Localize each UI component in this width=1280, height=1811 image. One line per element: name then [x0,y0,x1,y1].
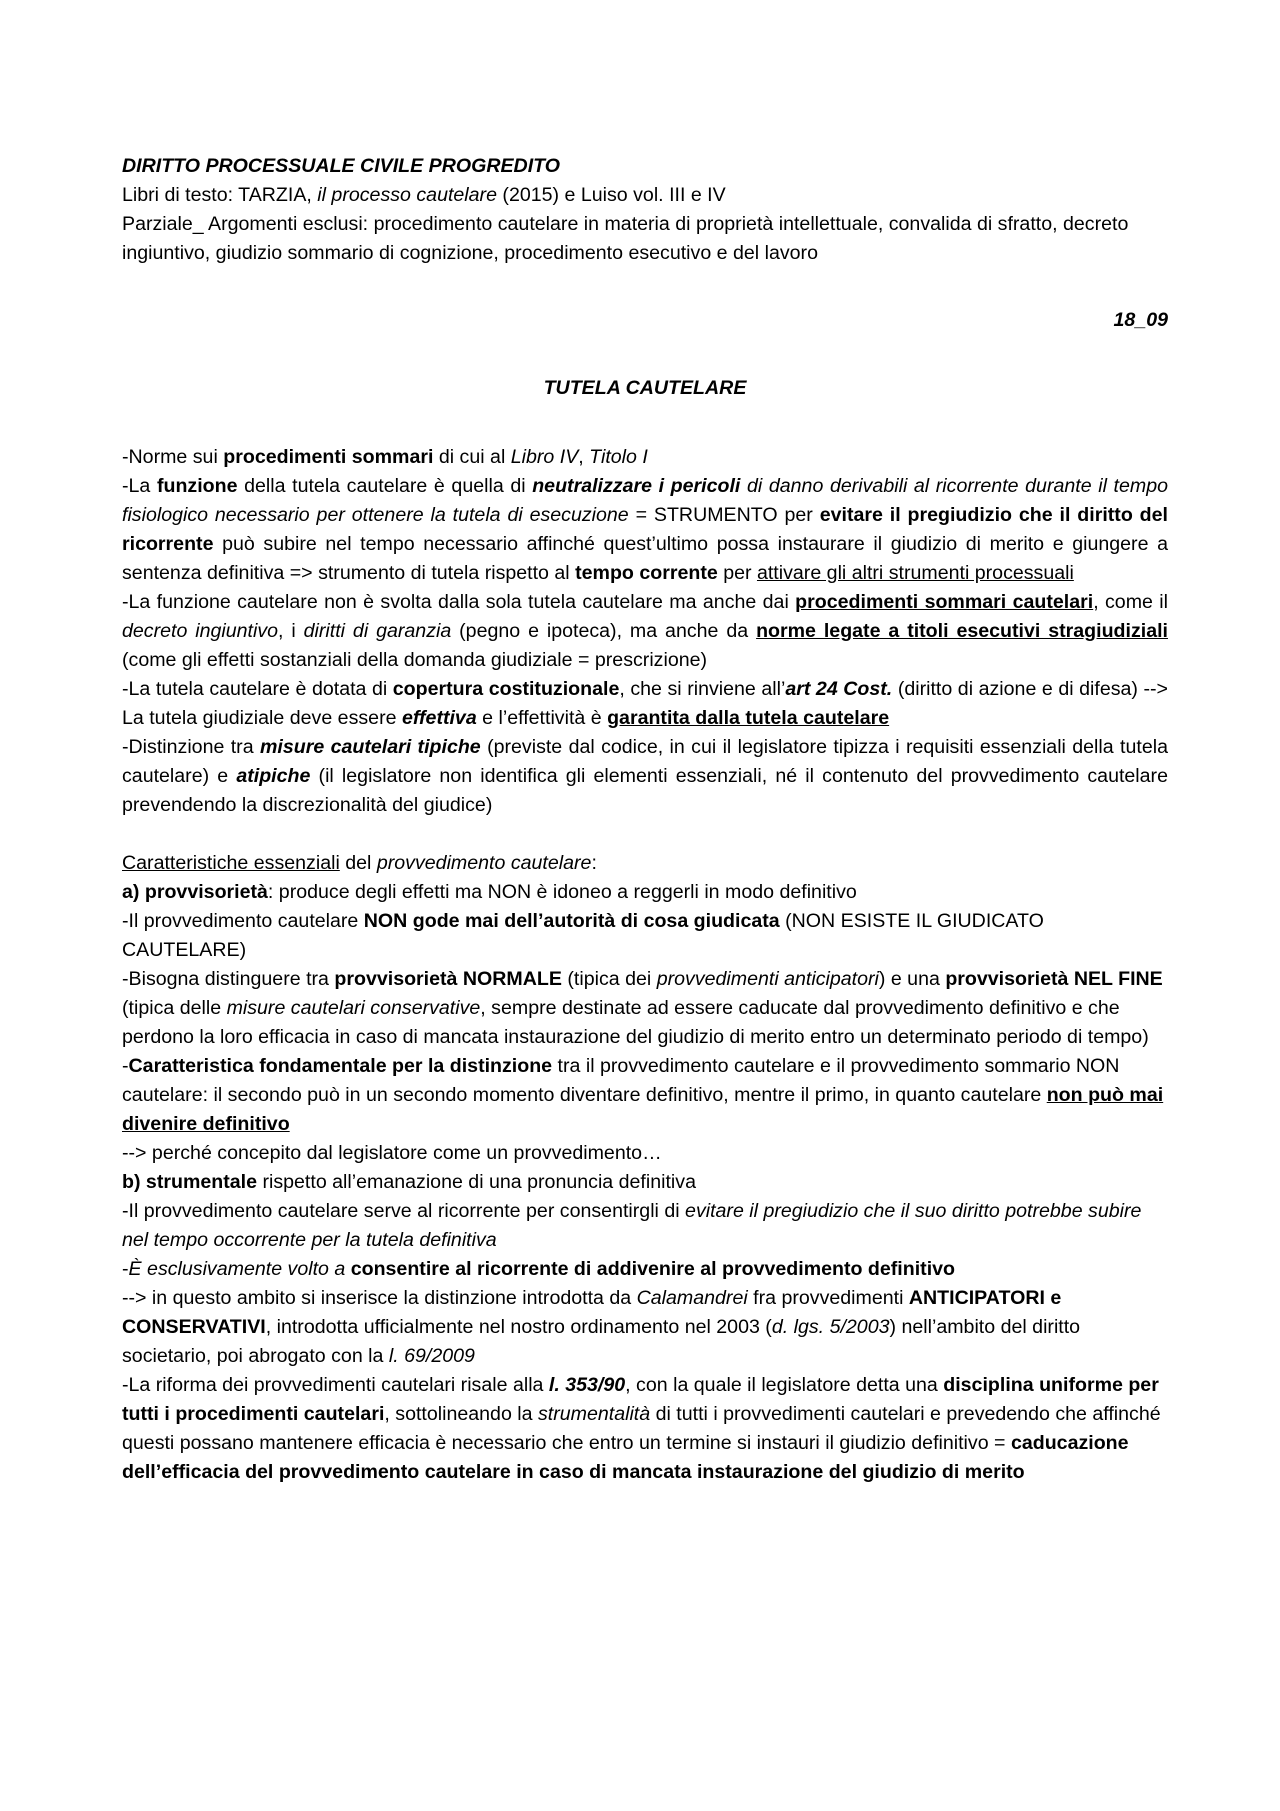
text-run-bold: caducazione dell’efficacia del provvedimento cautelare in caso di mancata instaurazione del giudizio di merito [122,1432,1129,1483]
textbook-title: il processo cautelare [317,184,497,206]
excluded-topics: Parziale_ Argomenti esclusi: procedimento cautelare in materia di proprietà intellettuale, convalida di sfratto, decreto ingiuntivo, giudizio sommario di cognizione, procedimento esecutivo e del lavoro [122,213,1129,264]
textbooks-suffix: (2015) e Luiso vol. III e IV [496,184,726,206]
text-run: - [122,1258,129,1280]
text-run: , [578,446,590,468]
text-run: : produce degli effetti ma NON è idoneo a reggerli in modo definitivo [267,881,857,903]
lesson-date: 18_09 [1113,309,1168,331]
text-run: (il legislatore non identifica gli elementi essenziali, né il contenuto del provvedimento cautelare prevendendo la discrezionalità del giudice) [122,765,1168,816]
text-run-bold: funzione [156,475,238,497]
text-run: : [591,852,597,874]
text-run-bold: NON gode mai dell’autorità di cosa giudicata [363,910,780,932]
text-run: -La riforma dei provvedimenti cautelari risale alla [122,1374,549,1396]
paragraph-calamandrei [122,1284,1168,1371]
text-run: di tutti i provvedimenti cautelari e prevedendo che affinché questi possano mantenere efficacia è necessario che entro un termine si instauri il giudizio definitivo = [122,1403,1161,1454]
text-run-italic: misure cautelari conservative [226,997,481,1019]
paragraph-riforma [122,1371,1168,1487]
text-run: (come gli effetti sostanziali della domanda giudiziale = prescrizione) [122,649,708,671]
text-run-italic: È esclusivamente volto a [128,1258,351,1280]
text-run: -La [122,475,157,497]
paragraph-copertura [122,675,1168,733]
text-run-bold: b) strumentale [122,1171,258,1193]
paragraph-norme [122,443,1168,472]
text-run: -Il provvedimento cautelare serve al ricorrente per consentirgli di [122,1200,686,1222]
text-run-italic: Titolo I [589,446,648,468]
text-run-italic: Libro IV [510,446,579,468]
text-run-bold: provvisorietà NORMALE [334,968,562,990]
text-run: -Il provvedimento cautelare [122,910,364,932]
text-run: per [717,562,757,584]
text-run-italic: Calamandrei [636,1287,748,1309]
text-run: (previste dal codice, in cui il legislatore tipizza i requisiti essenziali della tutela cautelare) e [122,736,1168,787]
text-run-bold: procedimenti sommari [223,446,434,468]
text-run-italic: l. 69/2009 [388,1345,475,1367]
paragraph-concepito: --> perché concepito dal legislatore come un provvedimento… [122,1142,662,1164]
text-run-bold: disciplina uniforme per tutti i procedimenti cautelari [122,1374,1159,1425]
text-run: , i [278,620,304,642]
text-run: , che si rinviene all’ [619,678,786,700]
text-run: fra provvedimenti [747,1287,909,1309]
characteristics-heading [122,849,1168,878]
text-run: , sempre destinate ad essere caducate dal provvedimento definitivo e che perdono la loro efficacia in caso di mancata instaurazione del giudizio di merito entro un determinato periodo di tempo) [122,997,1149,1048]
text-run-bold: a) provvisorietà [122,881,268,903]
text-run-bold: tempo corrente [575,562,718,584]
text-run-bold: Caratteristica fondamentale per la distinzione [128,1055,553,1077]
text-run-bold: provvisorietà NEL FINE [945,968,1163,990]
paragraph-volto [122,1255,1168,1284]
paragraph-provvisorieta [122,965,1168,1052]
document-page [122,152,1168,1487]
text-run-italic: provvedimento cautelare [376,852,592,874]
text-run: -La tutela cautelare è dotata di [122,678,393,700]
text-run: --> in questo ambito si inserisce la distinzione introdotta da [122,1287,637,1309]
textbooks-line [122,181,1168,210]
text-run-bold-italic: misure cautelari tipiche [259,736,481,758]
text-run: , introdotta ufficialmente nel nostro ordinamento nel 2003 ( [265,1316,772,1338]
text-run-bold-italic: art 24 Cost. [785,678,893,700]
text-run: (tipica dei [561,968,657,990]
text-run-bold-italic: effettiva [401,707,477,729]
text-run-italic: d. lgs. 5/2003 [771,1316,890,1338]
text-run: può subire nel tempo necessario affinché quest’ultimo possa instaurare il giudizio di merito e giungere a sentenza definitiva => strumento di tutela rispetto al [122,533,1168,584]
text-run-italic: provvedimenti anticipatori [656,968,879,990]
text-run-underline: attivare gli altri strumenti processuali [756,562,1074,584]
section-body [122,443,1168,1487]
paragraph-giudicato [122,907,1168,965]
text-run-italic: di danno derivabili al ricorrente durante il tempo fisiologico necessario per ottenere la tutela di esecuzione [122,475,1169,526]
text-run-bold-italic: l. 353/90 [548,1374,626,1396]
text-run: -Bisogna distinguere tra [122,968,335,990]
text-run: ) e una [878,968,946,990]
text-run-bold-underline: garantita dalla tutela cautelare [607,707,890,729]
text-run: - [122,1055,129,1077]
text-run-bold-underline: non può mai divenire definitivo [122,1084,1164,1135]
text-run: rispetto all’emanazione di una pronuncia definitiva [257,1171,696,1193]
text-run-bold-italic: neutralizzare i pericoli [532,475,741,497]
text-run-italic: diritti di garanzia [303,620,452,642]
text-run-bold-underline: norme legate a titoli esecutivi stragiudiziali [756,620,1168,642]
characteristic-a [122,878,1168,907]
text-run: -Distinzione tra [122,736,260,758]
text-run-italic: evitare il pregiudizio che il suo diritto potrebbe subire nel tempo occorrente per la tutela definitiva [122,1200,1142,1251]
text-run: , con la quale il legislatore detta una [625,1374,944,1396]
text-run: , come il [1093,591,1168,613]
paragraph-caratteristica-fondamentale [122,1052,1168,1139]
text-run-bold-italic: atipiche [236,765,311,787]
text-run-bold-underline: procedimenti sommari cautelari [795,591,1094,613]
paragraph-funzione [122,472,1168,588]
text-run: di cui al [433,446,511,468]
text-run: -La funzione cautelare non è svolta dalla sola tutela cautelare ma anche dai [122,591,796,613]
text-run: (tipica delle [122,997,227,1019]
textbooks-prefix: Libri di testo: TARZIA, [122,184,318,206]
paragraph-serve [122,1197,1168,1255]
text-run: -Norme sui [122,446,224,468]
text-run: e l’effettività è [476,707,608,729]
text-run: del [339,852,377,874]
text-run-italic: strumentalità [537,1403,651,1425]
text-run: (pegno e ipoteca), ma anche da [451,620,757,642]
text-run-underline: Caratteristiche essenziali [122,852,340,874]
text-run: ) nell’ambito del diritto societario, poi abrogato con la [122,1316,1081,1367]
text-run: , sottolineando la [384,1403,538,1425]
characteristic-b [122,1168,1168,1197]
text-run-bold: consentire al ricorrente di addivenire al provvedimento definitivo [350,1258,955,1280]
text-run: (NON ESISTE IL GIUDICATO CAUTELARE) [122,910,1044,961]
text-run-bold: copertura costituzionale [392,678,620,700]
text-run: della tutela cautelare è quella di [237,475,533,497]
document-title: DIRITTO PROCESSUALE CIVILE PROGREDITO [122,155,561,177]
paragraph-funzione-cautelare [122,588,1168,675]
text-run-italic: decreto ingiuntivo [122,620,279,642]
text-run: tra il provvedimento cautelare e il provvedimento sommario NON cautelare: il secondo può in un secondo momento diventare definitivo, mentre il primo, in quanto cautelare [122,1055,1120,1106]
text-run-bold: ANTICIPATORI e CONSERVATIVI [122,1287,1062,1338]
paragraph-distinzione [122,733,1168,820]
text-run: = STRUMENTO per [628,504,820,526]
text-run: (diritto di azione e di difesa) --> La tutela giudiziale deve essere [122,678,1168,729]
section-title: TUTELA CAUTELARE [543,377,747,399]
text-run-bold: evitare il pregiudizio che il diritto del ricorrente [122,504,1168,555]
